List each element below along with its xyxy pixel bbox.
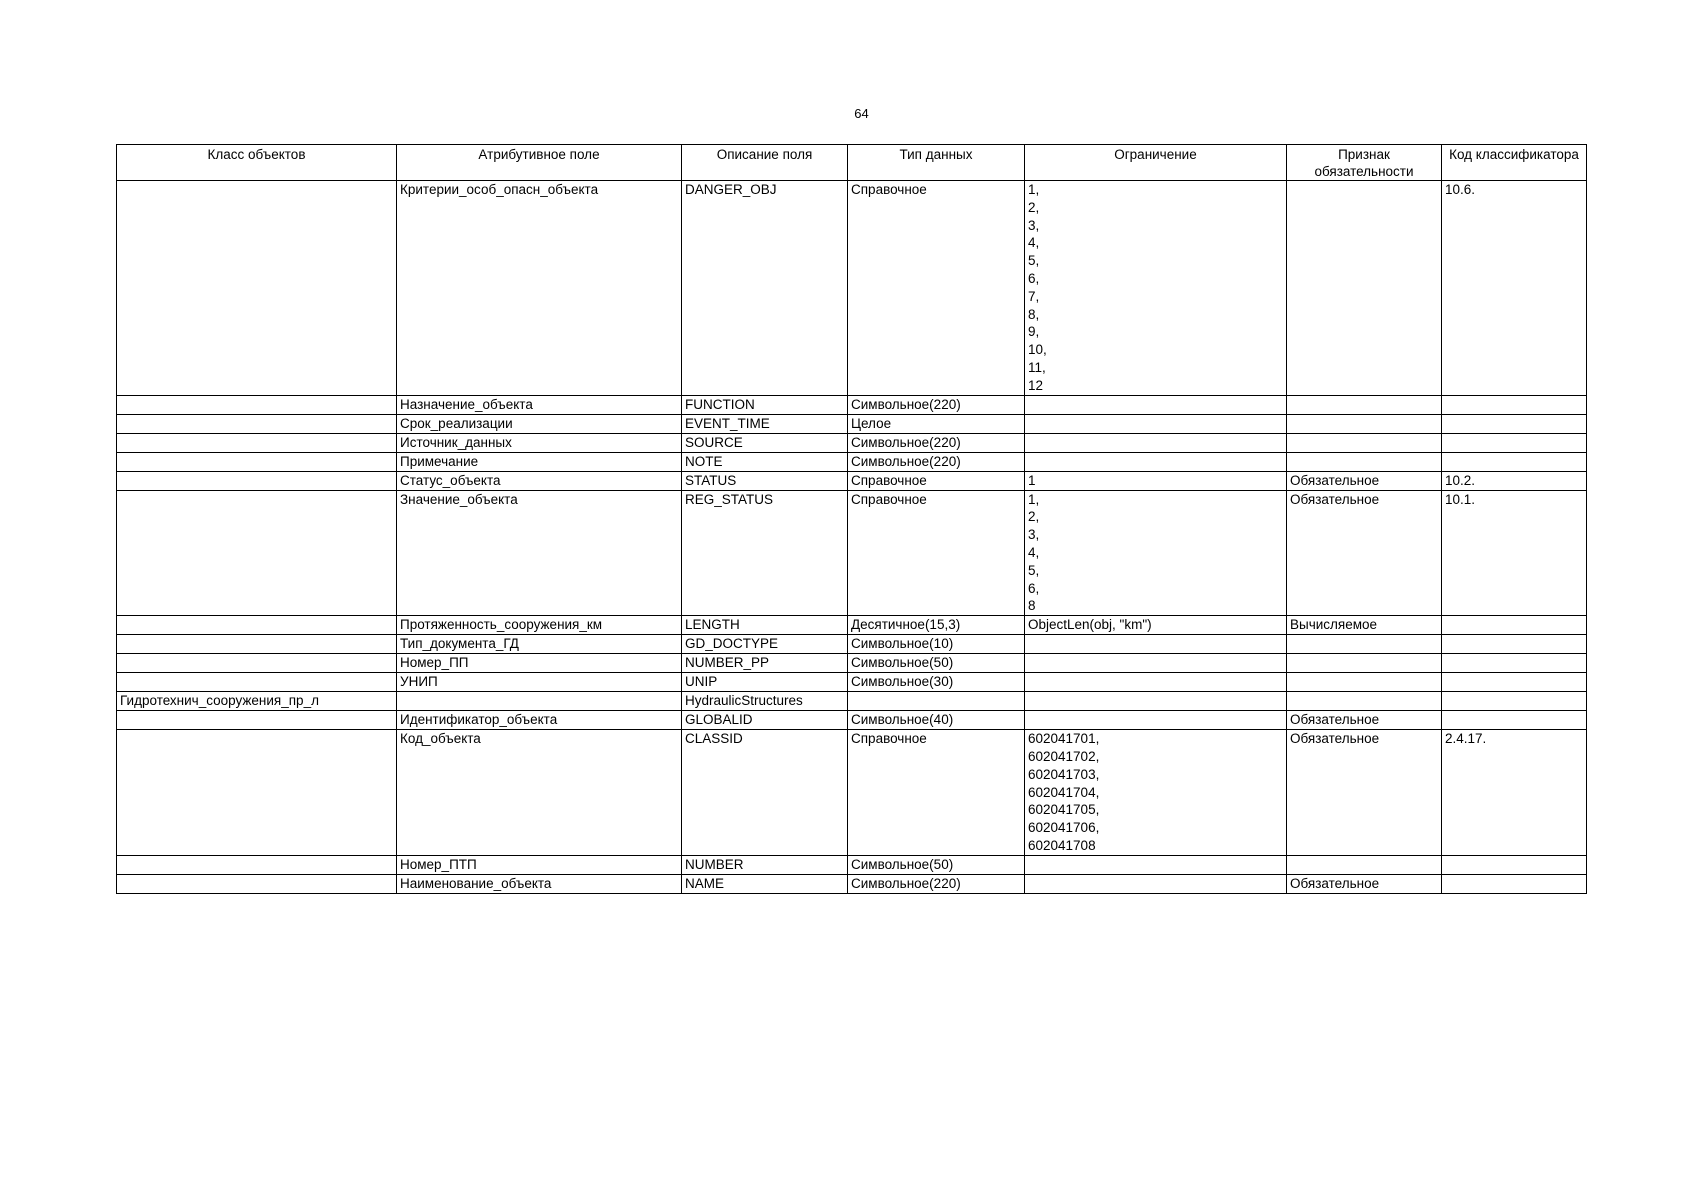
attribute-field-cell: УНИП <box>397 673 682 692</box>
classifier-code-cell <box>1442 855 1587 874</box>
table-row <box>117 730 1587 856</box>
column-header: Атрибутивное поле <box>397 145 682 181</box>
classifier-code-cell <box>1442 692 1587 711</box>
required-flag-cell: Обязательное <box>1287 490 1442 616</box>
field-description-cell: LENGTH <box>682 616 848 635</box>
header-row <box>117 145 1587 181</box>
required-flag-cell: Обязательное <box>1287 471 1442 490</box>
attribute-field-cell: Номер_ПТП <box>397 855 682 874</box>
data-type-cell: Символьное(50) <box>848 654 1025 673</box>
data-type-cell: Символьное(220) <box>848 395 1025 414</box>
table-row <box>117 673 1587 692</box>
constraint-value: 602041703, <box>1028 766 1100 782</box>
attribute-field-cell: Тип_документа_ГД <box>397 635 682 654</box>
constraint-cell <box>1025 616 1287 635</box>
constraint-cell <box>1025 874 1287 893</box>
attribute-field-cell: Протяженность_сооружения_км <box>397 616 682 635</box>
constraint-value: 6, <box>1028 270 1040 286</box>
table-row <box>117 874 1587 893</box>
required-flag-cell <box>1287 692 1442 711</box>
constraint-cell <box>1025 730 1287 856</box>
constraint-value: 602041706, <box>1028 820 1100 836</box>
data-type-cell: Символьное(50) <box>848 855 1025 874</box>
object-class-cell <box>117 471 397 490</box>
page-number: 64 <box>854 106 869 121</box>
classifier-code-cell <box>1442 433 1587 452</box>
constraint-cell <box>1025 654 1287 673</box>
classifier-code-cell: 2.4.17. <box>1442 730 1587 856</box>
object-class-cell <box>117 181 397 396</box>
constraint-value: 4, <box>1028 544 1040 560</box>
data-type-cell: Десятичное(15,3) <box>848 616 1025 635</box>
constraint-cell <box>1025 711 1287 730</box>
constraint-value: 2, <box>1028 199 1040 215</box>
constraint-value: 11, <box>1028 359 1046 375</box>
constraint-value: 602041708 <box>1028 837 1096 853</box>
constraint-value: 6, <box>1028 580 1040 596</box>
classifier-code-cell <box>1442 616 1587 635</box>
field-description-cell: NAME <box>682 874 848 893</box>
attribute-field-cell <box>397 692 682 711</box>
classifier-code-cell: 10.6. <box>1442 181 1587 396</box>
table-row <box>117 711 1587 730</box>
data-type-cell: Целое <box>848 414 1025 433</box>
object-class-cell <box>117 616 397 635</box>
field-description-cell: DANGER_OBJ <box>682 181 848 396</box>
field-description-cell: REG_STATUS <box>682 490 848 616</box>
constraint-value: 12 <box>1028 377 1044 393</box>
attribute-field-cell: Срок_реализации <box>397 414 682 433</box>
attribute-field-cell: Код_объекта <box>397 730 682 856</box>
object-class-cell <box>117 654 397 673</box>
classifier-code-cell: 10.1. <box>1442 490 1587 616</box>
constraint-value: 4, <box>1028 235 1040 251</box>
constraint-value: ObjectLen(obj, "km") <box>1028 617 1152 633</box>
constraint-cell <box>1025 181 1287 396</box>
constraint-value: 7, <box>1028 288 1040 304</box>
constraint-cell <box>1025 414 1287 433</box>
object-class-cell: Гидротехнич_сооружения_пр_л <box>117 692 397 711</box>
object-class-cell <box>117 395 397 414</box>
constraint-value: 1, <box>1028 182 1040 197</box>
field-description-cell: HydraulicStructures <box>682 692 848 711</box>
attribute-field-cell: Назначение_объекта <box>397 395 682 414</box>
constraint-value: 602041704, <box>1028 784 1100 800</box>
constraint-value: 1, <box>1028 491 1040 507</box>
required-flag-cell <box>1287 433 1442 452</box>
constraint-cell <box>1025 490 1287 616</box>
constraint-value: 5, <box>1028 253 1040 269</box>
required-flag-cell: Обязательное <box>1287 711 1442 730</box>
constraint-cell <box>1025 692 1287 711</box>
table-row <box>117 855 1587 874</box>
data-type-cell: Символьное(30) <box>848 673 1025 692</box>
data-type-cell: Символьное(10) <box>848 635 1025 654</box>
constraint-cell <box>1025 673 1287 692</box>
field-description-cell: GD_DOCTYPE <box>682 635 848 654</box>
object-class-cell <box>117 855 397 874</box>
data-type-cell: Символьное(220) <box>848 874 1025 893</box>
field-description-cell: NUMBER <box>682 855 848 874</box>
required-flag-cell: Обязательное <box>1287 730 1442 856</box>
table-row <box>117 414 1587 433</box>
table-row <box>117 471 1587 490</box>
data-type-cell: Символьное(220) <box>848 452 1025 471</box>
required-flag-cell <box>1287 452 1442 471</box>
classifier-code-cell: 10.2. <box>1442 471 1587 490</box>
constraint-cell <box>1025 395 1287 414</box>
constraint-cell <box>1025 471 1287 490</box>
required-flag-cell <box>1287 181 1442 396</box>
attribute-field-cell: Источник_данных <box>397 433 682 452</box>
object-class-cell <box>117 414 397 433</box>
classifier-code-cell <box>1442 395 1587 414</box>
required-flag-cell: Вычисляемое <box>1287 616 1442 635</box>
constraint-value: 8 <box>1028 598 1036 614</box>
required-flag-cell <box>1287 855 1442 874</box>
data-type-cell: Справочное <box>848 730 1025 856</box>
classifier-code-cell <box>1442 711 1587 730</box>
constraint-value: 2, <box>1028 509 1040 525</box>
table-row <box>117 181 1587 396</box>
attribute-field-cell: Критерии_особ_опасн_объекта <box>397 181 682 396</box>
constraint-value: 10, <box>1028 342 1047 358</box>
data-type-cell: Справочное <box>848 490 1025 616</box>
required-flag-cell <box>1287 673 1442 692</box>
table-row <box>117 692 1587 711</box>
object-class-cell <box>117 635 397 654</box>
attribute-table <box>116 144 1587 894</box>
data-type-cell <box>848 692 1025 711</box>
required-flag-cell <box>1287 395 1442 414</box>
object-class-cell <box>117 452 397 471</box>
table-row <box>117 490 1587 616</box>
attribute-field-cell: Идентификатор_объекта <box>397 711 682 730</box>
classifier-code-cell <box>1442 452 1587 471</box>
constraint-value: 602041702, <box>1028 748 1100 764</box>
field-description-cell: SOURCE <box>682 433 848 452</box>
attribute-field-cell: Номер_ПП <box>397 654 682 673</box>
table-row <box>117 635 1587 654</box>
constraint-value: 602041705, <box>1028 802 1100 818</box>
classifier-code-cell <box>1442 635 1587 654</box>
object-class-cell <box>117 673 397 692</box>
constraint-value: 3, <box>1028 527 1040 543</box>
classifier-code-cell <box>1442 874 1587 893</box>
constraint-cell <box>1025 635 1287 654</box>
column-header: Тип данных <box>848 145 1025 181</box>
constraint-value: 3, <box>1028 217 1040 233</box>
column-header: Класс объектов <box>117 145 397 181</box>
attribute-field-cell: Наименование_объекта <box>397 874 682 893</box>
object-class-cell <box>117 490 397 616</box>
column-header: Описание поля <box>682 145 848 181</box>
constraint-value: 1 <box>1028 472 1036 488</box>
object-class-cell <box>117 730 397 856</box>
data-type-cell: Справочное <box>848 471 1025 490</box>
table-row <box>117 433 1587 452</box>
column-header: Код классификатора <box>1442 145 1587 181</box>
table-row <box>117 616 1587 635</box>
constraint-value: 5, <box>1028 562 1040 578</box>
constraint-value: 9, <box>1028 324 1040 340</box>
classifier-code-cell <box>1442 414 1587 433</box>
constraint-cell <box>1025 855 1287 874</box>
attribute-field-cell: Примечание <box>397 452 682 471</box>
field-description-cell: CLASSID <box>682 730 848 856</box>
field-description-cell: GLOBALID <box>682 711 848 730</box>
column-header: Признак обязательности <box>1287 145 1442 181</box>
field-description-cell: NUMBER_PP <box>682 654 848 673</box>
constraint-cell <box>1025 452 1287 471</box>
object-class-cell <box>117 433 397 452</box>
field-description-cell: EVENT_TIME <box>682 414 848 433</box>
required-flag-cell: Обязательное <box>1287 874 1442 893</box>
column-header: Ограничение <box>1025 145 1287 181</box>
field-description-cell: UNIP <box>682 673 848 692</box>
object-class-cell <box>117 711 397 730</box>
attribute-field-cell: Значение_объекта <box>397 490 682 616</box>
classifier-code-cell <box>1442 673 1587 692</box>
data-type-cell: Символьное(220) <box>848 433 1025 452</box>
required-flag-cell <box>1287 414 1442 433</box>
constraint-value: 8, <box>1028 306 1040 322</box>
attribute-field-cell: Статус_объекта <box>397 471 682 490</box>
field-description-cell: STATUS <box>682 471 848 490</box>
table-body <box>117 181 1587 894</box>
table-row <box>117 452 1587 471</box>
field-description-cell: FUNCTION <box>682 395 848 414</box>
classifier-code-cell <box>1442 654 1587 673</box>
table-row <box>117 654 1587 673</box>
data-type-cell: Символьное(40) <box>848 711 1025 730</box>
object-class-cell <box>117 874 397 893</box>
required-flag-cell <box>1287 654 1442 673</box>
data-type-cell: Справочное <box>848 181 1025 396</box>
required-flag-cell <box>1287 635 1442 654</box>
table-row <box>117 395 1587 414</box>
constraint-value: 602041701, <box>1028 731 1100 747</box>
field-description-cell: NOTE <box>682 452 848 471</box>
constraint-cell <box>1025 433 1287 452</box>
